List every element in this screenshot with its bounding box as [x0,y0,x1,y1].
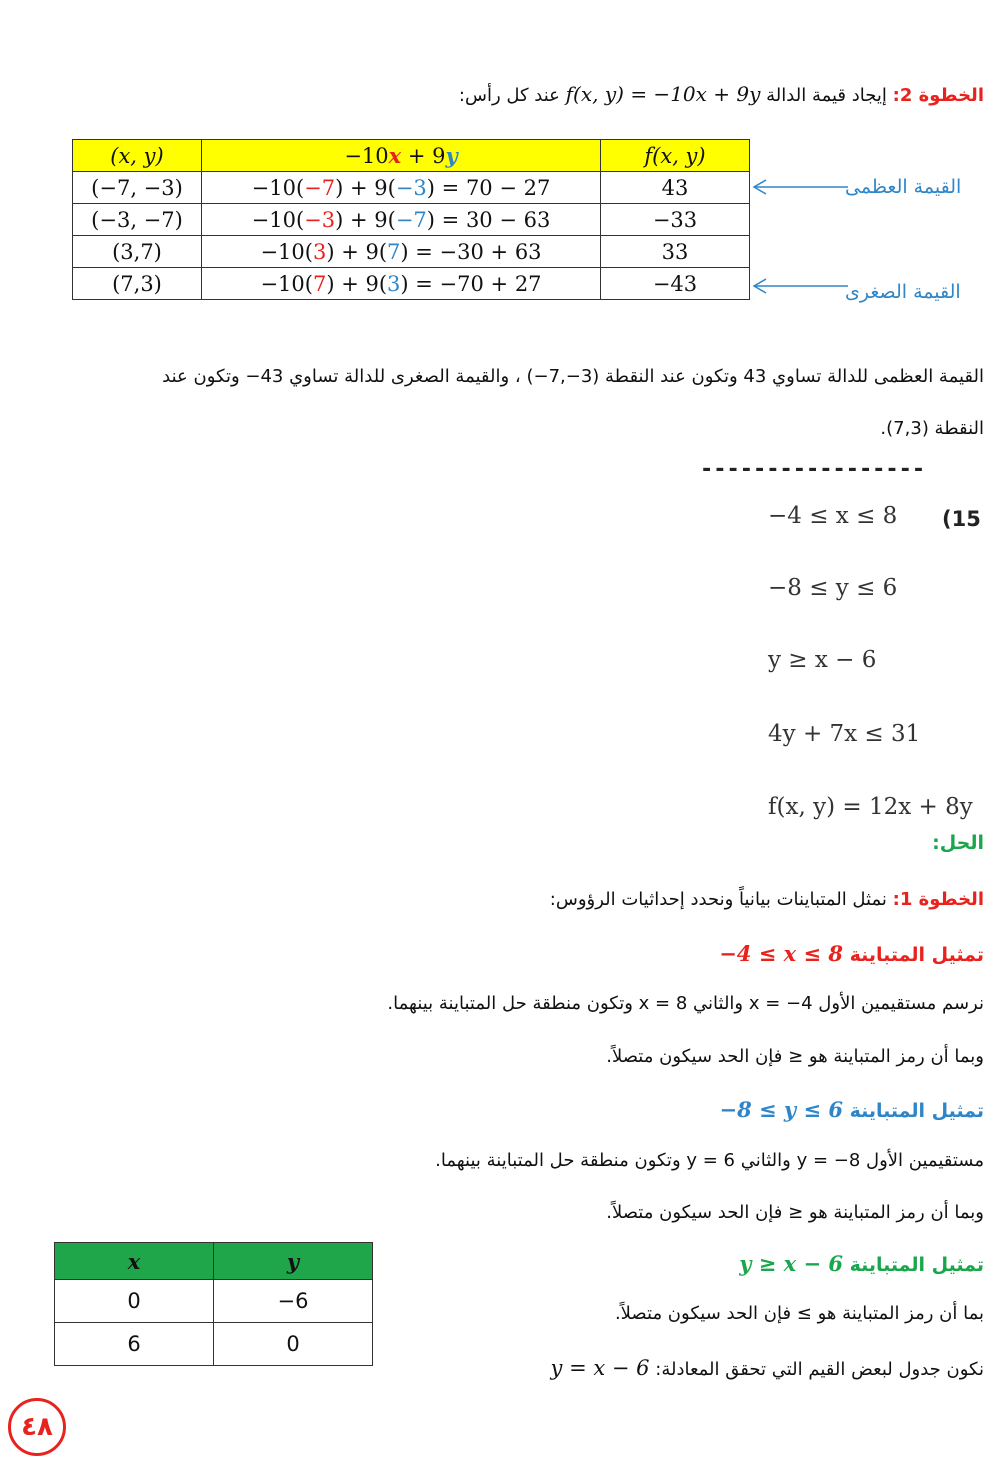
expr-close: ) [426,175,435,200]
problem-number: (15 [942,507,981,531]
cell-point: (3,7) [73,236,202,268]
cell-point: (−3, −7) [73,204,202,236]
expr-x: 3 [312,239,327,264]
header-x: x [55,1243,214,1280]
cell-expression [202,172,601,204]
rep3-equation: y = x − 6 [550,1356,650,1380]
rep3-table-text: نكون جدول لبعض القيم التي تحقق المعادلة: [655,1359,984,1380]
expr-rest: = 70 − 27 [435,175,551,200]
expr-y: −7 [395,207,427,232]
header-y: y [214,1243,373,1280]
min-label: القيمة الصغرى [845,281,961,303]
solution-title: الحل: [932,832,984,854]
expr-rest: = 30 − 63 [435,207,551,232]
arrow-left-icon [750,276,850,296]
step2-line [459,82,984,106]
table-row [73,172,750,204]
header-expression: −10x + 9y [202,140,601,172]
xy-values-table [54,1242,373,1366]
table-row [73,204,750,236]
expr-close: ) [400,239,409,264]
cell-x: 6 [55,1323,214,1366]
inequality: y ≥ x − 6 [768,647,877,673]
expr-x: −7 [304,175,336,200]
step2-text-before: إيجاد قيمة الدالة [766,85,887,106]
expr-prefix: −10( [260,239,313,264]
expr-x: −3 [304,207,336,232]
rep1-note: وبما أن رمز المتباينة هو ≤ فإن الحد سيكون متصلاً. [606,1046,984,1067]
inequality: −4 ≤ x ≤ 8 [768,503,898,529]
rep1-heading [719,941,984,966]
arrow-left-icon [750,177,850,197]
rep3-heading [739,1251,984,1276]
step1-text: نمثل المتباينات بيانياً ونحدد إحداثيات الرؤوس: [549,889,887,910]
rep3-note: بما أن رمز المتباينة هو ≥ فإن الحد سيكون متصلاً. [614,1303,984,1324]
expr-y: 7 [387,239,401,264]
vertex-value-table [72,139,750,300]
rep2-title: تمثيل المتباينة [849,1100,984,1122]
expr-prefix: −10( [251,207,305,232]
expr-mid: ) + 9( [326,239,388,264]
rep3-math: y ≥ x − 6 [739,1251,843,1276]
rep2-math: −8 ≤ y ≤ 6 [719,1097,843,1122]
cell-value: −43 [601,268,750,300]
conclusion-line-2: النقطة (7,3). [880,418,984,439]
rep2-heading [720,1097,985,1122]
table-row [73,268,750,300]
cell-expression [202,204,601,236]
expr-rest: = −70 + 27 [408,271,542,296]
table-row [55,1323,373,1366]
objective-function: f(x, y) = 12x + 8y [768,794,973,820]
expr-mid: ) + 9( [326,271,388,296]
cell-expression [202,236,601,268]
rep1-text: نرسم مستقيمين الأول x = −4 والثاني x = 8 وتكون منطقة حل المتباينة بينهما. [387,993,984,1014]
rep1-title: تمثيل المتباينة [849,944,984,966]
header-point: (x, y) [73,140,202,172]
rep1-math: −4 ≤ x ≤ 8 [719,941,843,966]
cell-point: (−7, −3) [73,172,202,204]
expr-prefix: −10( [251,175,305,200]
cell-value: −33 [601,204,750,236]
header-value: f(x, y) [601,140,750,172]
expr-y: 3 [387,271,401,296]
expr-close: ) [426,207,435,232]
separator: ----------------- [700,457,926,482]
step1-label: الخطوة 1: [892,889,984,910]
rep3-title: تمثيل المتباينة [849,1254,984,1276]
table-row [73,236,750,268]
step2-label: الخطوة 2: [892,85,984,106]
rep2-note: وبما أن رمز المتباينة هو ≤ فإن الحد سيكون متصلاً. [606,1202,984,1223]
expr-x: 7 [312,271,327,296]
cell-x: 0 [55,1280,214,1323]
expr-y: −3 [395,175,427,200]
inequality: 4y + 7x ≤ 31 [768,721,921,747]
rep2-text: مستقيمين الأول y = −8 والثاني y = 6 وتكون منطقة حل المتباينة بينهما. [435,1150,984,1171]
step1-line [550,889,984,910]
expr-close: ) [400,271,409,296]
table-row [55,1280,373,1323]
table-header-row [55,1243,373,1280]
cell-value: 33 [601,236,750,268]
expr-mid: ) + 9( [335,175,396,200]
expr-rest: = −30 + 63 [408,239,542,264]
page-number: ٤٨ [8,1398,66,1456]
table-header-row [73,140,750,172]
inequality: −8 ≤ y ≤ 6 [768,575,898,601]
rep3-table-line [551,1356,984,1380]
cell-y: −6 [214,1280,373,1323]
cell-expression [202,268,601,300]
cell-y: 0 [214,1323,373,1366]
step2-text-after: عند كل رأس: [458,85,560,106]
expr-mid: ) + 9( [335,207,396,232]
max-label: القيمة العظمى [845,176,962,198]
expr-prefix: −10( [260,271,313,296]
step2-formula: f(x, y) = −10x + 9y [565,82,761,106]
cell-point: (7,3) [73,268,202,300]
cell-value: 43 [601,172,750,204]
conclusion-line-1: القيمة العظمى للدالة تساوي 43 وتكون عند النقطة (3−,7−) ، والقيمة الصغرى للدالة تساوي 43− وتكون عند [162,366,984,387]
